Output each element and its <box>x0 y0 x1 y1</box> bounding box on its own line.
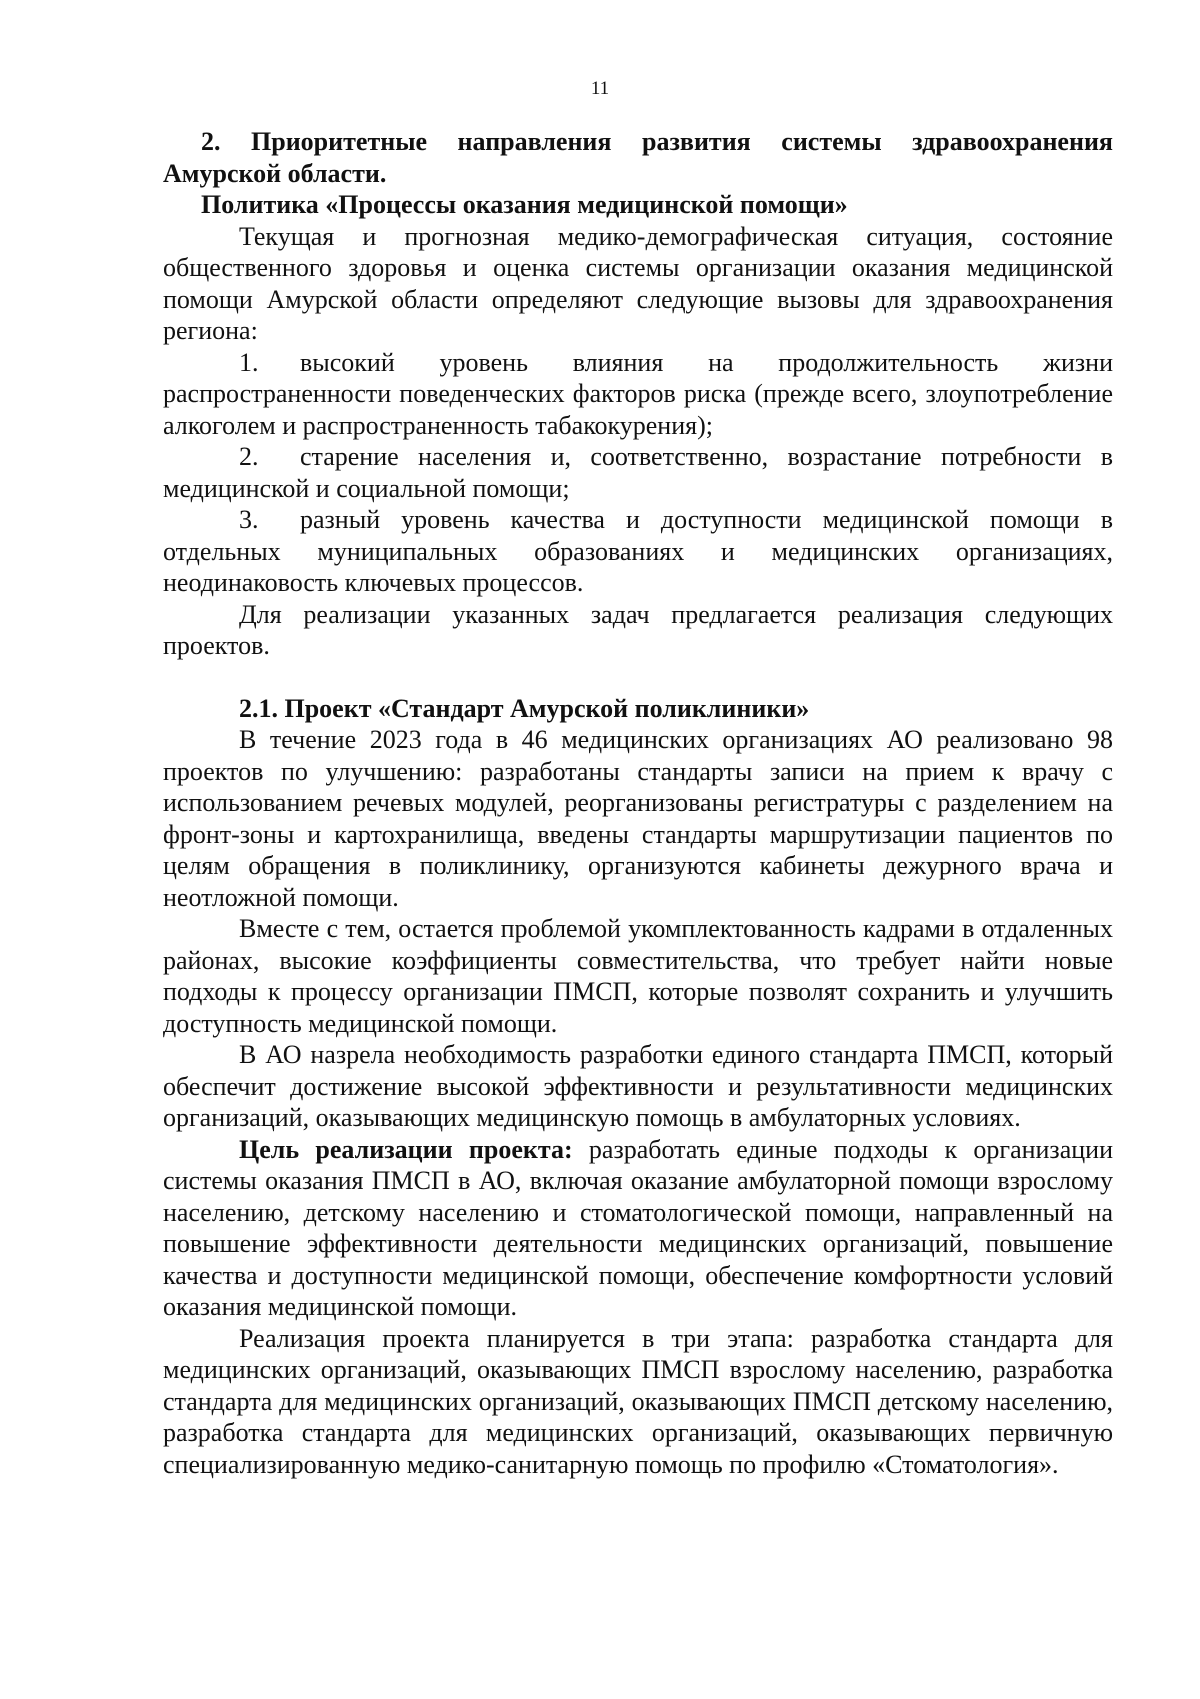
list-item-number: 1. <box>239 347 259 377</box>
project-title: 2.1. Проект «Стандарт Амурской поликлиники» <box>239 693 810 723</box>
paragraph-problems: Вместе с тем, остается проблемой укомплектованность кадрами в отдаленных районах, высокие коэффициенты совместительства, что требует найти новые подходы к процессу организации ПМСП, которые позволят сохранить и улучшить доступность медицинской помощи. <box>163 914 1113 1038</box>
list-item-number: 3. <box>239 505 259 534</box>
goal-label: Цель реализации проекта: <box>239 1134 573 1164</box>
list-item <box>163 441 1113 504</box>
section-title: 2. Приоритетные направления развития системы здравоохранения Амурской области. <box>163 127 1113 188</box>
document-body <box>163 126 1113 1480</box>
goal-text: разработать единые подходы к организации системы оказания ПМСП в АО, включая оказание амбулаторной помощи взрослому населению, детскому населению и стоматологической помощи, направленный на повышение эффективности деятельности медицинских организаций, повышение качества и доступности медицинской помощи, обеспечение комфортности условий оказания медицинской помощи. <box>163 1134 1113 1321</box>
list-item-number: 2. <box>239 442 259 471</box>
policy-title: Политика «Процессы оказания медицинской помощи» <box>201 190 848 219</box>
page-number: 11 <box>590 78 610 99</box>
list-item-text: старение населения и, соответственно, возрастание потребности в медицинской и социальной помощи; <box>163 442 1113 503</box>
list-item <box>163 504 1113 599</box>
list-item-text: высокий уровень влияния на продолжительность жизни распространенности поведенческих факторов риска (прежде всего, злоупотребление алкоголем и распространенность табакокурения); <box>163 347 1113 440</box>
intro-paragraph: Текущая и прогнозная медико-демографическая ситуация, состояние общественного здоровья и оценка системы организации оказания медицинской помощи Амурской области определяют следующие вызовы для здравоохранения региона: <box>163 221 1113 345</box>
paragraph-goal <box>163 1134 1113 1323</box>
projects-intro-paragraph: Для реализации указанных задач предлагается реализация следующих проектов. <box>163 599 1113 660</box>
list-item <box>163 347 1113 442</box>
list-item-text: разный уровень качества и доступности медицинской помощи в отдельных муниципальных образованиях и медицинских организациях, неодинаковость ключевых процессов. <box>163 505 1113 597</box>
paragraph-necessity: В АО назрела необходимость разработки единого стандарта ПМСП, который обеспечит достижение высокой эффективности и результативности медицинских организаций, оказывающих медицинскую помощь в амбулаторных условиях. <box>163 1040 1113 1132</box>
paragraph-stages: Реализация проекта планируется в три этапа: разработка стандарта для медицинских организаций, оказывающих ПМСП взрослому населению, разработка стандарта для медицинских организаций, оказывающих ПМСП детскому населению, разработка стандарта для медицинских организаций, оказывающих первичную специализированную медико-санитарную помощь по профилю «Стоматология». <box>163 1323 1113 1479</box>
paragraph-achievements: В течение 2023 года в 46 медицинских организациях АО реализовано 98 проектов по улучшению: разработаны стандарты записи на прием к врачу с использованием речевых модулей, реорганизованы регистратуры с разделением на фронт-зоны и картохранилища, введены стандарты маршрутизации пациентов по целям обращения в поликлинику, организуются кабинеты дежурного врача и неотложной помощи. <box>163 725 1113 912</box>
